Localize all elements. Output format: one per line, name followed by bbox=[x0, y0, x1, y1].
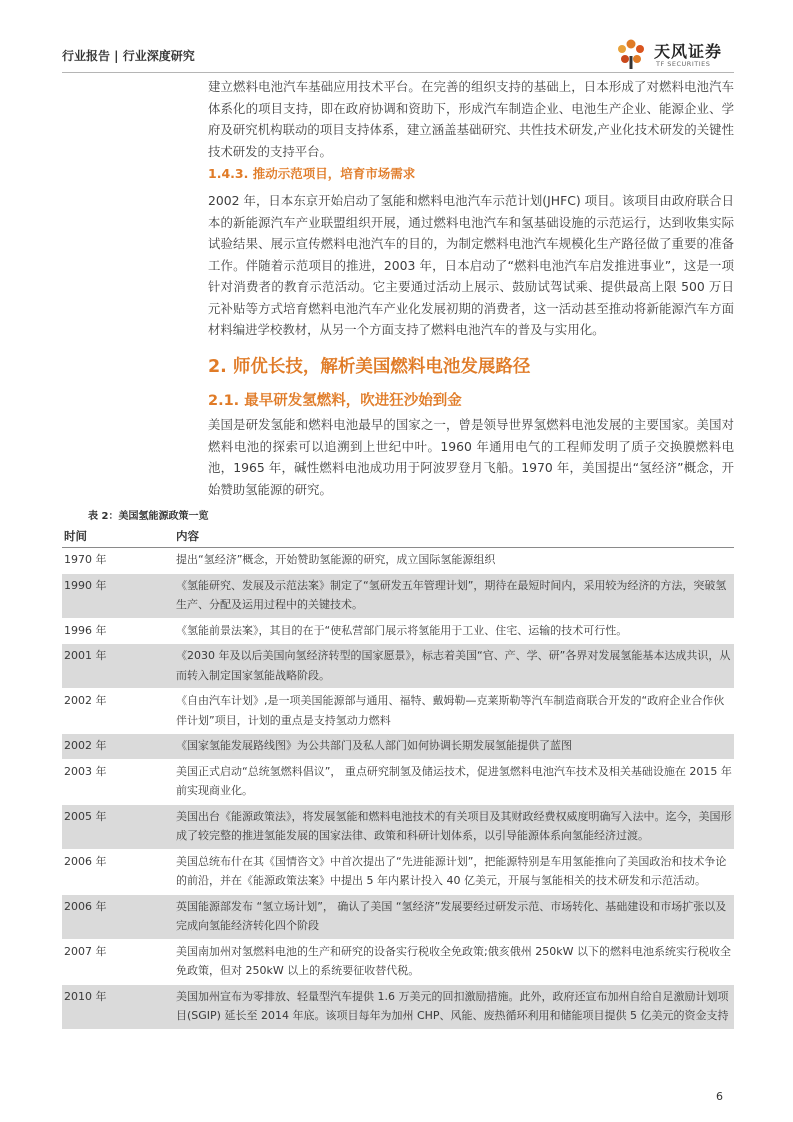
logo-chinese-name: 天风证券 bbox=[654, 42, 723, 61]
table-header-row bbox=[62, 525, 734, 548]
row-content: 《氢能研究、发展及示范法案》制定了“氢研发五年管理计划”，期待在最短时间内，采用较为经济的方法，突破氢生产、分配及运用过程中的关键技术。 bbox=[174, 573, 734, 618]
tf-securities-logo bbox=[614, 36, 734, 72]
table-row bbox=[62, 804, 734, 849]
row-content: 美国南加州对氢燃料电池的生产和研究的设备实行税收全免政策;俄亥俄州 250kW 以下的燃料电池系统实行税收全免政策，但对 250kW 以上的系统要征收替代税。 bbox=[174, 939, 734, 984]
table-row bbox=[62, 689, 734, 734]
row-year: 1990 年 bbox=[62, 573, 174, 618]
section-1-4-3-body bbox=[208, 190, 734, 341]
row-year: 2001 年 bbox=[62, 644, 174, 689]
column-header-content: 内容 bbox=[174, 525, 734, 548]
row-content: 《氢能前景法案》，其目的在于“使私营部门展示将氢能用于工业、住宅、运输的技术可行性。 bbox=[174, 618, 734, 644]
table-caption: 表 2：美国氢能源政策一览 bbox=[88, 511, 209, 522]
row-content: 英国能源部发布 “氢立场计划”， 确认了美国 “氢经济”发展要经过研发示范、市场转化、基础建设和市场扩张以及完成向氢能经济转化四个阶段 bbox=[174, 894, 734, 939]
table-row bbox=[62, 849, 734, 894]
row-content: 《2030 年及以后美国向氢经济转型的国家愿景》，标志着美国“官、产、学、研”各界对发展氢能基本达成共识，从而转入制定国家氢能战略阶段。 bbox=[174, 644, 734, 689]
row-year: 2002 年 bbox=[62, 689, 174, 734]
row-content: 美国出台《能源政策法》，将发展氢能和燃料电池技术的有关项目及其财政经费权威度明确写入法中。迄今，美国形成了较完整的推进氢能发展的国家法律、政策和科研计划体系，以引导能源体系向氢能经济过渡。 bbox=[174, 804, 734, 849]
row-content: 美国加州宣布为零排放、轻量型汽车提供 1.6 万美元的回扣激励措施。此外，政府还宣布加州自给自足激励计划项目(SGIP) 延长至 2014 年底。该项目每年为加州 CHP、风能、废热循环利用和储能项目提供 5 亿美元的资金支持 bbox=[174, 984, 734, 1029]
row-year: 2005 年 bbox=[62, 804, 174, 849]
row-year: 1970 年 bbox=[62, 548, 174, 574]
column-header-time: 时间 bbox=[62, 525, 174, 548]
table-row bbox=[62, 548, 734, 574]
report-category: 行业报告 | 行业深度研究 bbox=[62, 49, 195, 63]
row-content: 美国总统布什在其《国情咨文》中首次提出了“先进能源计划”，把能源特别是车用氢能推向了美国政治和技术争论的前沿，并在《能源政策法案》中提出 5 年内累计投入 40 亿美元，开展与氢能相关的技术研发和示范活动。 bbox=[174, 849, 734, 894]
table-row bbox=[62, 984, 734, 1029]
table-row bbox=[62, 734, 734, 760]
section-2-1-body bbox=[208, 414, 734, 500]
row-content: 《自由汽车计划》,是一项美国能源部与通用、福特、戴姆勒—克莱斯勒等汽车制造商联合开发的“政府企业合作伙伴计划”项目，计划的重点是支持氢动力燃料 bbox=[174, 689, 734, 734]
table-row bbox=[62, 618, 734, 644]
row-content: 美国正式启动“总统氢燃料倡议”， 重点研究制氢及储运技术，促进氢燃料电池汽车技术及相关基础设施在 2015 年前实现商业化。 bbox=[174, 759, 734, 804]
section-2-1-heading: 2.1. 最早研发氢燃料，吹进狂沙始到金 bbox=[208, 393, 462, 409]
intro-paragraph: 建立燃料电池汽车基础应用技术平台。在完善的组织支持的基础上，日本形成了对燃料电池汽车体系化的项目支持，即在政府协调和资助下，形成汽车制造企业、电池生产企业、能源企业、学府及研究机构联动的项目支持体系，建立涵盖基础研究、共性技术研发,产业化技术研发的关键性技术研发的支持平台。 bbox=[208, 79, 734, 159]
row-year: 2010 年 bbox=[62, 984, 174, 1029]
intro-paragraph-block bbox=[208, 76, 734, 162]
table-row bbox=[62, 573, 734, 618]
logo-flower-icon bbox=[614, 38, 648, 70]
page-number: 6 bbox=[716, 1090, 723, 1103]
policy-table bbox=[62, 525, 734, 1030]
section-1-4-3-heading: 1.4.3. 推动示范项目，培育市场需求 bbox=[208, 166, 416, 181]
table-row bbox=[62, 939, 734, 984]
row-year: 2003 年 bbox=[62, 759, 174, 804]
table-row bbox=[62, 759, 734, 804]
table-row bbox=[62, 894, 734, 939]
section-2-heading: 2. 师优长技，解析美国燃料电池发展路径 bbox=[208, 357, 531, 377]
section-2-1-paragraph: 美国是研发氢能和燃料电池最早的国家之一，曾是领导世界氢燃料电池发展的主要国家。美国对燃料电池的探索可以追溯到上世纪中叶。1960 年通用电气的工程师发明了质子交换膜燃料电池，1965 年，碱性燃料电池成功用于阿波罗登月飞船。1970 年，美国提出“氢经济”概念，开始赞助氢能源的研究。 bbox=[208, 417, 734, 497]
header-divider bbox=[62, 72, 734, 73]
section-1-4-3-paragraph: 2002 年，日本东京开始启动了氢能和燃料电池汽车示范计划(JHFC) 项目。该项目由政府联合日本的新能源汽车产业联盟组织开展，通过燃料电池汽车和氢基础设施的示范运行，达到收集实际试验结果、展示宣传燃料电池汽车的目的，为制定燃料电池汽车规模化生产路径做了重要的准备工作。伴随着示范项目的推进，2003 年，日本启动了“燃料电池汽车启发推进事业”，这是一项针对消费者的教育示范活动。它主要通过活动上展示、鼓励试驾试乘、提供最高上限 500 万日元补贴等方式培育燃料电池汽车产业化发展初期的消费者，这一活动甚至推动将新能源汽车方面材料编进学校教材，从另一个方面支持了燃料电池汽车的普及与实用化。 bbox=[208, 193, 734, 337]
row-content: 《国家氢能发展路线图》为公共部门及私人部门如何协调长期发展氢能提供了蓝图 bbox=[174, 734, 734, 760]
logo-english-name: TF SECURITIES bbox=[656, 60, 711, 68]
row-year: 2006 年 bbox=[62, 849, 174, 894]
page-header bbox=[62, 36, 734, 74]
row-content: 提出“氢经济”概念，开始赞助氢能源的研究，成立国际氢能源组织 bbox=[174, 548, 734, 574]
row-year: 2006 年 bbox=[62, 894, 174, 939]
row-year: 2002 年 bbox=[62, 734, 174, 760]
row-year: 1996 年 bbox=[62, 618, 174, 644]
row-year: 2007 年 bbox=[62, 939, 174, 984]
table-row bbox=[62, 644, 734, 689]
